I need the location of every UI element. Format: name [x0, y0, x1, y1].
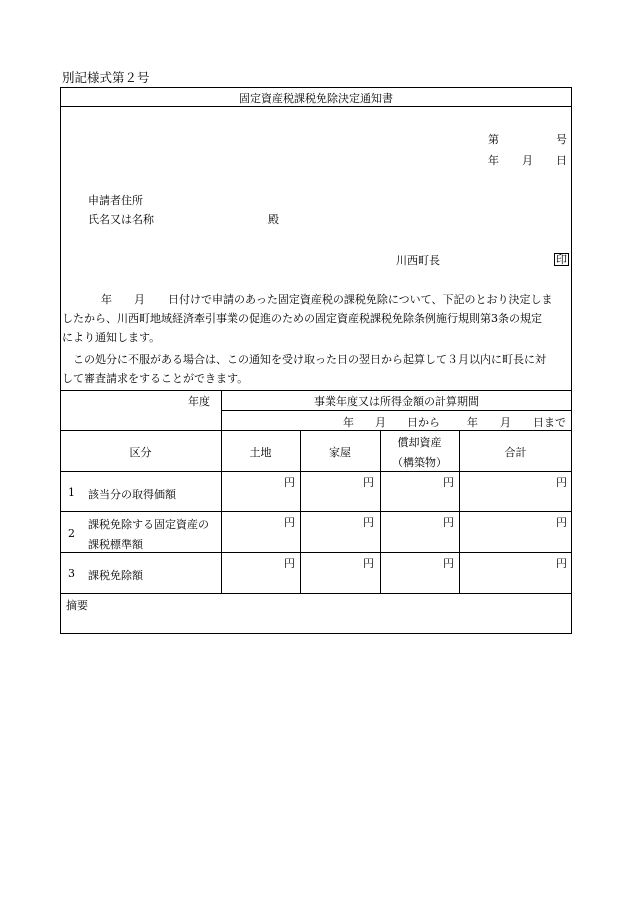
table-top-line [60, 390, 572, 391]
row1-bottom-line [60, 511, 572, 512]
column-header-bottom-line [60, 471, 572, 472]
period-from-year: 年 [343, 416, 354, 429]
row2-depreciable-yen: 円 [443, 516, 454, 529]
row2-land-yen: 円 [284, 516, 295, 529]
row3-total-yen: 円 [556, 557, 567, 570]
row3-land-yen: 円 [284, 557, 295, 570]
row3-depreciable-yen: 円 [443, 557, 454, 570]
date-day: 日 [556, 154, 567, 167]
para1-line2: したから、川西町地域経済牽引事業の促進のための固定資産税課税免除条例施行規則第3条の規定 [62, 312, 542, 325]
row1-total-yen: 円 [556, 476, 567, 489]
number-suffix: 号 [556, 133, 567, 146]
title-divider [60, 106, 572, 107]
applicant-address-label: 申請者住所 [88, 194, 143, 207]
col-divider-1 [221, 390, 222, 593]
row3-label: 課税免除額 [88, 569, 143, 582]
row1-label: 該当分の取得価額 [88, 488, 176, 501]
period-header: 事業年度又は所得金額の計算期間 [314, 395, 479, 408]
row2-total-yen: 円 [556, 516, 567, 529]
column-total: 合計 [504, 446, 527, 459]
row1-depreciable-yen: 円 [443, 476, 454, 489]
date-month: 月 [522, 154, 533, 167]
category-header: 区分 [129, 446, 152, 459]
row1-number: 1 [68, 486, 75, 499]
para1-year: 年 [101, 293, 112, 306]
row1-house-yen: 円 [363, 476, 374, 489]
period-divider [221, 410, 572, 411]
para2-line2: して審査請求をすることができます。 [62, 372, 249, 385]
seal-mark: 印 [556, 253, 567, 266]
period-to-year: 年 [467, 416, 478, 429]
row2-number: 2 [68, 527, 75, 540]
para1-line3: により通知します。 [62, 331, 161, 344]
row2-house-yen: 円 [363, 516, 374, 529]
column-depreciable: 償却資産 [397, 436, 442, 449]
remarks-label: 摘要 [66, 599, 88, 612]
year-label: 年度 [188, 395, 210, 408]
column-house: 家屋 [329, 446, 351, 459]
row2-bottom-line [60, 552, 572, 553]
row2-label-line2: 課税標準額 [88, 538, 143, 551]
row3-house-yen: 円 [363, 557, 374, 570]
row3-bottom-line [60, 593, 572, 594]
row3-number: 3 [68, 567, 75, 580]
period-from-month: 月 [375, 416, 386, 429]
number-prefix: 第 [488, 133, 499, 146]
row1-land-yen: 円 [284, 476, 295, 489]
para2-line1: この処分に不服がある場合は、この通知を受け取った日の翌日から起算して３月以内に町長に対 [73, 353, 546, 366]
honorific: 殿 [268, 213, 279, 226]
applicant-name-label: 氏名又は名称 [88, 213, 154, 226]
issuer-title: 川西町長 [396, 254, 440, 267]
row2-label-line1: 課税免除する固定資産の [88, 518, 209, 531]
period-to-day: 日まで [533, 416, 566, 429]
para1-line1: 日付けで申請のあった固定資産税の課税免除について、下記のとおり決定しま [168, 293, 553, 306]
header-bottom-line [60, 430, 572, 431]
form-label: 別記様式第２号 [62, 70, 150, 85]
period-from-day: 日から [407, 416, 440, 429]
form-title: 固定資産税課税免除決定通知書 [239, 92, 393, 105]
period-to-month: 月 [500, 416, 511, 429]
para1-month: 月 [134, 293, 145, 306]
column-structures: （構築物） [392, 456, 447, 469]
date-year: 年 [488, 154, 499, 167]
column-land: 土地 [249, 446, 272, 459]
